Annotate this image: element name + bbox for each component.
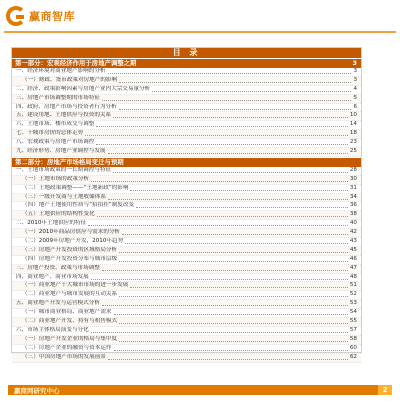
toc-entry-title: （四）房地产开发投资分布与城市层级 bbox=[22, 255, 118, 262]
toc-entry[interactable] bbox=[12, 95, 361, 104]
toc-entry-page: 40 bbox=[349, 220, 357, 227]
toc-entry[interactable] bbox=[12, 104, 361, 113]
toc-leader-dots bbox=[119, 340, 348, 342]
toc-title: 目 录 bbox=[12, 48, 361, 58]
toc-entry-page: 38 bbox=[349, 211, 357, 218]
toc-entry-page: 43 bbox=[349, 238, 357, 245]
toc-entry-title: 一、土地市场政策的一长期调控与特征 bbox=[16, 166, 112, 173]
toc-entry-page: 5 bbox=[353, 94, 357, 101]
toc-entry[interactable] bbox=[12, 121, 361, 130]
toc-leader-dots bbox=[91, 331, 348, 333]
toc-entry-title: 二、经济、政策影响因素与房地产业内大宗交易量分析 bbox=[16, 85, 151, 92]
toc-entry-page: 18 bbox=[349, 130, 357, 137]
toc-entry-page: 34 bbox=[349, 193, 357, 200]
toc-entry-page: 51 bbox=[349, 282, 357, 289]
toc-entry-page: 48 bbox=[349, 273, 357, 280]
toc-leader-dots bbox=[113, 171, 348, 173]
toc-entry-page: 31 bbox=[349, 184, 357, 191]
logo-text: 赢商智库 bbox=[29, 10, 75, 23]
toc-leader-dots bbox=[152, 90, 351, 92]
toc-leader-dots bbox=[113, 116, 348, 118]
toc-entry-title: （三）房地产开发投资的区域格局分析 bbox=[22, 246, 118, 253]
toc-entry-page: 3 bbox=[353, 68, 357, 74]
toc-leader-dots bbox=[88, 224, 348, 226]
toc-leader-dots bbox=[96, 143, 348, 145]
toc-leader-dots bbox=[97, 215, 348, 217]
toc-entry[interactable] bbox=[12, 327, 361, 336]
toc-entry-title: （二）房地产企业的融资与资本运作 bbox=[22, 344, 112, 351]
toc-entry-page: 28 bbox=[349, 166, 357, 173]
toc-entry[interactable] bbox=[12, 345, 361, 354]
toc-entry-page: 54 bbox=[349, 309, 357, 316]
toc-entry[interactable] bbox=[12, 202, 361, 211]
toc-leader-dots bbox=[114, 349, 348, 351]
toc-entry-page: 60 bbox=[349, 344, 357, 351]
toc-leader-dots bbox=[102, 269, 348, 271]
toc-entry-title: 八、宏观政策与房地产市场调控 bbox=[16, 139, 95, 146]
toc-entry-title: （二）商业地产与城市发展的互动关系 bbox=[22, 291, 118, 298]
toc-entry[interactable] bbox=[12, 167, 361, 176]
toc-entry-title: （一）财政、货币政策对房地产的影响 bbox=[22, 76, 118, 83]
toc-leader-dots bbox=[130, 189, 347, 191]
toc-leader-dots bbox=[108, 198, 348, 200]
toc-entry-title: （一）房地产开发企业的格局与集中度 bbox=[22, 335, 118, 342]
toc-leader-dots bbox=[119, 108, 352, 110]
toc-entry-title: 四、政府、房地产市场与投资者行为分析 bbox=[16, 103, 117, 110]
toc-entry[interactable] bbox=[12, 354, 361, 363]
toc-entry[interactable] bbox=[12, 256, 361, 265]
toc-leader-dots bbox=[85, 134, 348, 136]
toc-entry[interactable] bbox=[12, 86, 361, 95]
toc-leader-dots bbox=[122, 233, 348, 235]
toc-entry-title: （二）商业地产开发、持有与租售模式 bbox=[22, 318, 118, 325]
toc-entry-title: （一）2010年商品房供应与需求的分析 bbox=[22, 229, 121, 236]
table-of-contents bbox=[11, 47, 362, 360]
toc-entry-title: 三、房地产市场调整期的市场特征 bbox=[16, 94, 100, 101]
toc-entry[interactable] bbox=[12, 282, 361, 291]
toc-entry-title: （四）地产土地使用性质与“招拍挂”制度改变 bbox=[22, 202, 135, 209]
toc-entry-title: 五、建设用地、土地供应与投资的关系 bbox=[16, 112, 112, 119]
toc-entry-page: 47 bbox=[349, 264, 357, 271]
toc-entry-title: 二、2010年土地供应的特征 bbox=[16, 220, 87, 227]
toc-entry-title: 七、十城市房价的总体走势 bbox=[16, 130, 84, 137]
toc-entry-page: 23 bbox=[349, 139, 357, 146]
toc-entry[interactable] bbox=[12, 148, 361, 157]
toc-entry[interactable] bbox=[12, 194, 361, 203]
toc-entry[interactable] bbox=[12, 112, 361, 121]
toc-entry[interactable] bbox=[12, 247, 361, 256]
toc-section-header[interactable] bbox=[12, 59, 361, 68]
toc-entry-title: （二）土地政策调整——“土地新政”的影响 bbox=[22, 184, 129, 191]
page-number: 2 bbox=[378, 385, 392, 395]
toc-entry-title: 三、房地产投资、政策与市场调整 bbox=[16, 264, 100, 271]
toc-leader-dots bbox=[108, 72, 352, 74]
toc-leader-dots bbox=[108, 358, 348, 360]
toc-entry[interactable] bbox=[12, 336, 361, 345]
toc-entry-page: 52 bbox=[349, 291, 357, 298]
toc-entry-title: 一、经济环境对商业地产影响的分析 bbox=[16, 68, 106, 74]
toc-entry-page: 30 bbox=[349, 175, 357, 182]
toc-entry[interactable] bbox=[12, 139, 361, 148]
toc-entry[interactable] bbox=[12, 176, 361, 185]
toc-entry-title: （一）土地市场的政策分析 bbox=[22, 175, 90, 182]
toc-leader-dots bbox=[125, 242, 348, 244]
toc-leader-dots bbox=[114, 313, 348, 315]
footer-bar bbox=[8, 385, 392, 395]
toc-leader-dots bbox=[119, 260, 348, 262]
toc-entry-page: 53 bbox=[349, 300, 357, 307]
logo-mark-icon bbox=[6, 6, 26, 26]
toc-entry[interactable] bbox=[12, 274, 361, 283]
toc-body bbox=[12, 59, 361, 363]
toc-entry-title: 四、商业地产、商业市场发展 bbox=[16, 273, 89, 280]
toc-entry[interactable] bbox=[12, 185, 361, 194]
header-rule bbox=[4, 31, 396, 33]
toc-leader-dots bbox=[96, 125, 348, 127]
toc-entry-page: 25 bbox=[349, 148, 357, 155]
toc-entry-title: 五、商业地产开发与运营模式分析 bbox=[16, 300, 100, 307]
toc-entry-page: 36 bbox=[349, 202, 357, 209]
toc-leader-dots bbox=[119, 81, 351, 83]
toc-entry-page: 57 bbox=[349, 326, 357, 333]
toc-entry-page: 14 bbox=[349, 121, 357, 128]
toc-section-label: 第一部分：宏观经济作用于房地产调整之期 bbox=[15, 59, 137, 67]
toc-section-page bbox=[357, 158, 361, 167]
toc-leader-dots bbox=[108, 152, 348, 154]
toc-entry-page: 45 bbox=[349, 246, 357, 253]
toc-leader-dots bbox=[102, 304, 348, 306]
toc-entry[interactable] bbox=[12, 220, 361, 229]
toc-entry[interactable] bbox=[12, 68, 361, 77]
toc-entry[interactable] bbox=[12, 300, 361, 309]
toc-entry-page: 10 bbox=[349, 112, 357, 119]
toc-leader-dots bbox=[119, 295, 348, 297]
toc-leader-dots bbox=[130, 286, 348, 288]
toc-leader-dots bbox=[119, 322, 348, 324]
toc-entry-title: （二）2009年房地产开发，2010年趋势 bbox=[22, 238, 124, 245]
toc-entry-title: 六、市场主体格局演变与分化 bbox=[16, 326, 89, 333]
toc-entry-title: （一）商业地产十大城市市场的进一步发展 bbox=[22, 282, 129, 289]
toc-entry[interactable] bbox=[12, 229, 361, 238]
toc-entry-page: 55 bbox=[349, 318, 357, 325]
toc-entry-page: 6 bbox=[353, 103, 357, 110]
toc-entry-page: 3 bbox=[353, 76, 357, 83]
toc-section-page: 3 bbox=[352, 59, 357, 67]
toc-entry[interactable] bbox=[12, 318, 361, 327]
footer-org: 赢商网研究中心 bbox=[14, 386, 60, 395]
toc-entry-title: 九、经济形势、房地产业调控与发展 bbox=[16, 148, 106, 155]
toc-entry-page: 46 bbox=[349, 255, 357, 262]
toc-entry[interactable] bbox=[12, 309, 361, 318]
toc-entry-page: 62 bbox=[349, 353, 357, 360]
toc-entry[interactable] bbox=[12, 211, 361, 220]
toc-entry-page: 42 bbox=[349, 229, 357, 236]
toc-entry-title: （三）一级开发商与土地收储体系 bbox=[22, 193, 106, 200]
toc-entry-page: 58 bbox=[349, 335, 357, 342]
toc-leader-dots bbox=[91, 180, 348, 182]
toc-entry[interactable] bbox=[12, 291, 361, 300]
logo bbox=[6, 3, 75, 29]
toc-leader-dots bbox=[102, 99, 352, 101]
toc-entry-title: 六、土地市场、楼市成交与调整 bbox=[16, 121, 95, 128]
toc-entry-title: （三）中国房地产市场的发展前景 bbox=[22, 353, 106, 360]
toc-entry-page: 4 bbox=[353, 85, 357, 92]
toc-entry[interactable] bbox=[12, 238, 361, 247]
toc-section-header[interactable] bbox=[12, 158, 361, 167]
toc-entry[interactable] bbox=[12, 265, 361, 274]
toc-entry[interactable] bbox=[12, 77, 361, 86]
toc-entry-title: （一）城市商业格局、商业地产需求 bbox=[22, 309, 112, 316]
toc-entry[interactable] bbox=[12, 130, 361, 139]
toc-leader-dots bbox=[91, 278, 348, 280]
toc-entry-title: （五）土地供应的结构性变化 bbox=[22, 211, 95, 218]
toc-section-label: 第二部分：房地产市场格局变迁与预期 bbox=[15, 157, 124, 166]
toc-leader-dots bbox=[136, 206, 348, 208]
toc-leader-dots bbox=[119, 251, 348, 253]
